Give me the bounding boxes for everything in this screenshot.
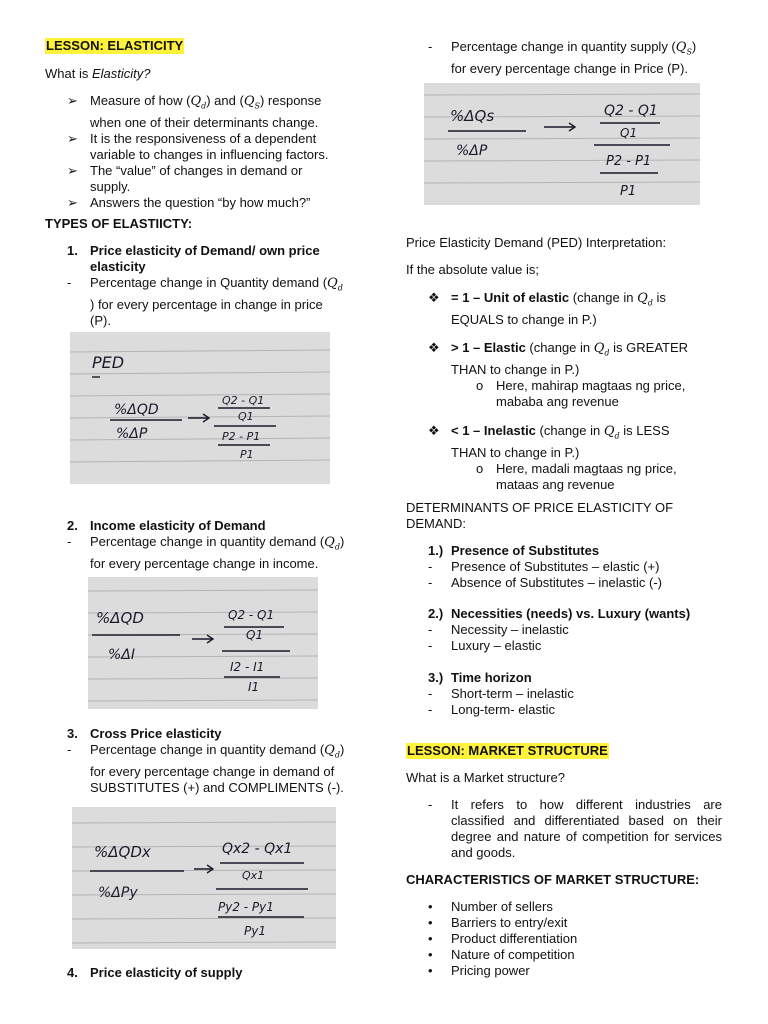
list-item: ➢ Answers the question “by how much?” [67,194,311,210]
supply-description: - Percentage change in quantity supply $(Q_S)$ for every percentage change in Price (P). [428,39,697,76]
ped-interpretation-heading: Price Elasticity Demand (PED) Interpretation: [406,235,667,250]
arrow-bullet-icon: ➢ [67,130,78,146]
what-is-elasticity: What is Elasticity? [45,66,151,81]
list-item: ➢ Measure of how $(Q_d)$ and $(Q_S)$ response when one of their determinants change. [67,93,322,130]
svg-text:%ΔQD: %ΔQD [114,402,159,418]
svg-text:P2 - P1: P2 - P1 [606,154,652,169]
characteristics-list [406,899,724,979]
types-heading: TYPES OF ELASTIICTY: [45,216,193,231]
list-item: • Barriers to entry/exit [428,915,568,930]
interp-inelastic: ❖ < 1 – Inelastic (change in $Q_d$ is LESS THAN to change in P.) o Here, madali magtaas ng price, mataas ang revenue [428,423,677,492]
list-item: • Product differentiation [428,931,578,946]
svg-text:Qx2 - Qx1: Qx2 - Qx1 [222,841,293,857]
svg-text:%ΔI: %ΔI [108,647,136,663]
svg-text:Q1: Q1 [238,410,254,423]
lesson-market-structure-title: LESSON: MARKET STRUCTURE [407,743,608,758]
determinant-time-horizon: 3.) Time horizon - Short-term – inelastic - Long-term- elastic [428,670,574,717]
ped-formula-photo [70,332,330,484]
svg-text:P2 - P1: P2 - P1 [222,430,261,443]
svg-text:Q1: Q1 [246,628,264,642]
determinant-necessities: 2.) Necessities (needs) vs. Luxury (wants) - Necessity – inelastic - Luxury – elastic [428,606,691,653]
type-3-block: 3. Cross Price elasticity - Percentage change in quantity demand $(Q_d)$ for every percentage change in demand of SUBSTITUTES (+) and COMPLIMENTS (-). [67,726,345,795]
svg-text:%ΔQs: %ΔQs [450,107,495,125]
svg-text:Q2 - Q1: Q2 - Q1 [604,103,658,119]
svg-text:%ΔP: %ΔP [456,143,488,159]
list-item: • Nature of competition [428,947,575,962]
svg-text:%ΔQD: %ΔQD [96,609,144,627]
income-elasticity-formula-photo [88,577,318,709]
absolute-value-intro: If the absolute value is; [406,262,539,277]
characteristics-heading: CHARACTERISTICS OF MARKET STRUCTURE: [406,872,700,887]
svg-text:Q1: Q1 [620,126,638,140]
interp-elastic: ❖ > 1 – Elastic (change in $Q_d$ is GREATER THAN to change in P.) o Here, mahirap magtaas ng price, mababa ang revenue [428,340,689,409]
cross-price-formula-photo [72,807,336,949]
arrow-bullet-icon: ➢ [67,93,78,108]
svg-text:PED: PED [92,353,125,372]
bullet-icon: • [428,899,433,914]
svg-text:Q2 - Q1: Q2 - Q1 [228,608,275,622]
type-1-block: 1. Price elasticity of Demand/ own price elasticity - Percentage change in Quantity demand ($Q_d$ ) for every percentage in change in price (P). [67,243,343,328]
svg-text:Q2 - Q1: Q2 - Q1 [222,394,265,407]
elasticity-bullets [45,93,365,211]
type-2-block: 2. Income elasticity of Demand - Percentage change in quantity demand $(Q_d)$ for every percentage change in income. [67,518,345,571]
svg-text:%ΔQDx: %ΔQDx [94,843,151,861]
bullet-icon: • [428,931,433,946]
bullet-icon: • [428,915,433,930]
svg-text:%ΔP: %ΔP [116,426,148,442]
arrow-bullet-icon: ➢ [67,162,78,178]
svg-text:P1: P1 [620,184,637,199]
market-structure-question: What is a Market structure? [406,770,565,785]
diamond-bullet-icon: ❖ [428,290,440,305]
list-item: • Pricing power [428,963,530,978]
svg-text:Py1: Py1 [244,924,266,938]
arrow-bullet-icon: ➢ [67,194,78,210]
svg-text:I2 - I1: I2 - I1 [230,660,265,674]
bullet-icon: • [428,963,433,978]
svg-text:I1: I1 [248,680,260,694]
list-item: ➢ It is the responsiveness of a dependent variable to changes in influencing factors. [67,130,329,162]
determinant-substitutes: 1.) Presence of Substitutes - Presence of Substitutes – elastic (+) - Absence of Substitutes – inelastic (-) [428,543,662,590]
svg-text:P1: P1 [240,448,254,461]
list-item: ➢ The “value” of changes in demand or supply. [67,162,303,194]
type-4-block: 4. Price elasticity of supply [67,965,243,980]
lesson-elasticity-title: LESSON: ELASTICITY [46,38,184,53]
list-item: • Number of sellers [428,899,553,914]
supply-elasticity-formula-photo [424,83,700,205]
svg-text:Qx1: Qx1 [242,869,265,882]
determinants-heading: DETERMINANTS OF PRICE ELASTICITY OF DEMAND: [406,500,674,531]
diamond-bullet-icon: ❖ [428,340,440,355]
diamond-bullet-icon: ❖ [428,423,440,438]
svg-text:Py2 - Py1: Py2 - Py1 [218,900,274,914]
bullet-icon: • [428,947,433,962]
interp-unit-elastic: ❖ = 1 – Unit of elastic (change in $Q_d$ is EQUALS to change in P.) [428,290,666,327]
svg-text:%ΔPy: %ΔPy [98,885,138,901]
market-structure-definition: - It refers to how different industries are classified and differentiated based on their degree and nature of competition for services and goods. [428,797,722,860]
